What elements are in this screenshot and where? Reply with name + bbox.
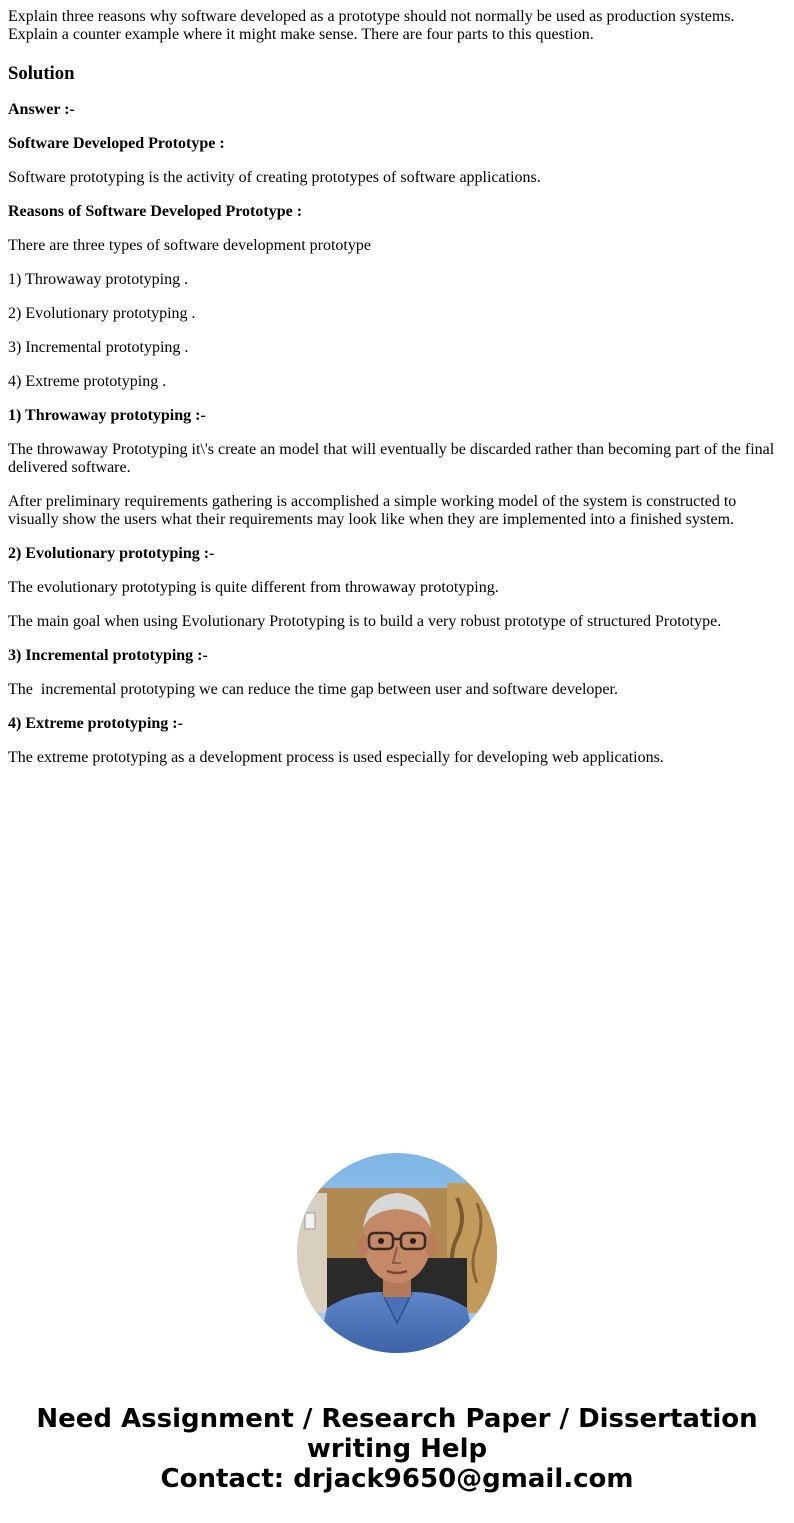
- evolutionary-paragraph-1: The evolutionary prototyping is quite different from throwaway prototyping.: [8, 579, 499, 596]
- author-portrait-image: [297, 1153, 497, 1353]
- reasons-intro: There are three types of software development prototype: [8, 237, 371, 254]
- definition-text: Software prototyping is the activity of creating prototypes of software applications.: [8, 169, 541, 186]
- extreme-paragraph-1: The extreme prototyping as a development process is used especially for developing web applications.: [8, 749, 664, 766]
- evolutionary-paragraph-2: The main goal when using Evolutionary Prototyping is to build a very robust prototype of structured Prototype.: [8, 613, 722, 630]
- definition-heading: Software Developed Prototype :: [8, 135, 225, 152]
- type-item-evolutionary: 2) Evolutionary prototyping .: [8, 305, 196, 322]
- avatar: [297, 1153, 497, 1353]
- question-text: Explain three reasons why software developed as a prototype should not normally be used as production systems. Explain a counter example where it might make sense. There are four parts to this question.: [8, 8, 735, 43]
- footer-contact: Contact: drjack9650@gmail.com: [160, 1464, 634, 1494]
- footer-promo: [0, 1404, 794, 1494]
- answer-label: Answer :-: [8, 101, 75, 118]
- incremental-paragraph-1: The incremental prototyping we can reduce the time gap between user and software developer.: [8, 681, 618, 698]
- type-item-extreme: 4) Extreme prototyping .: [8, 373, 167, 390]
- incremental-heading: 3) Incremental prototyping :-: [8, 647, 208, 664]
- evolutionary-heading: 2) Evolutionary prototyping :-: [8, 545, 215, 562]
- type-item-incremental: 3) Incremental prototyping .: [8, 339, 189, 356]
- solution-heading: Solution: [8, 63, 75, 84]
- footer-line-2: writing Help: [306, 1434, 488, 1464]
- type-item-throwaway: 1) Throwaway prototyping .: [8, 271, 189, 288]
- footer-line-1: Need Assignment / Research Paper / Dissertation: [36, 1404, 758, 1434]
- extreme-heading: 4) Extreme prototyping :-: [8, 715, 183, 732]
- reasons-heading: Reasons of Software Developed Prototype :: [8, 203, 303, 220]
- document-body: [8, 8, 786, 783]
- throwaway-heading: 1) Throwaway prototyping :-: [8, 407, 206, 424]
- throwaway-paragraph-1: The throwaway Prototyping it\'s create an model that will eventually be discarded rather than becoming part of the final delivered software.: [8, 441, 775, 476]
- throwaway-paragraph-2: After preliminary requirements gathering is accomplished a simple working model of the system is constructed to visually show the users what their requirements may look like when they are implemented into a finished system.: [8, 493, 737, 528]
